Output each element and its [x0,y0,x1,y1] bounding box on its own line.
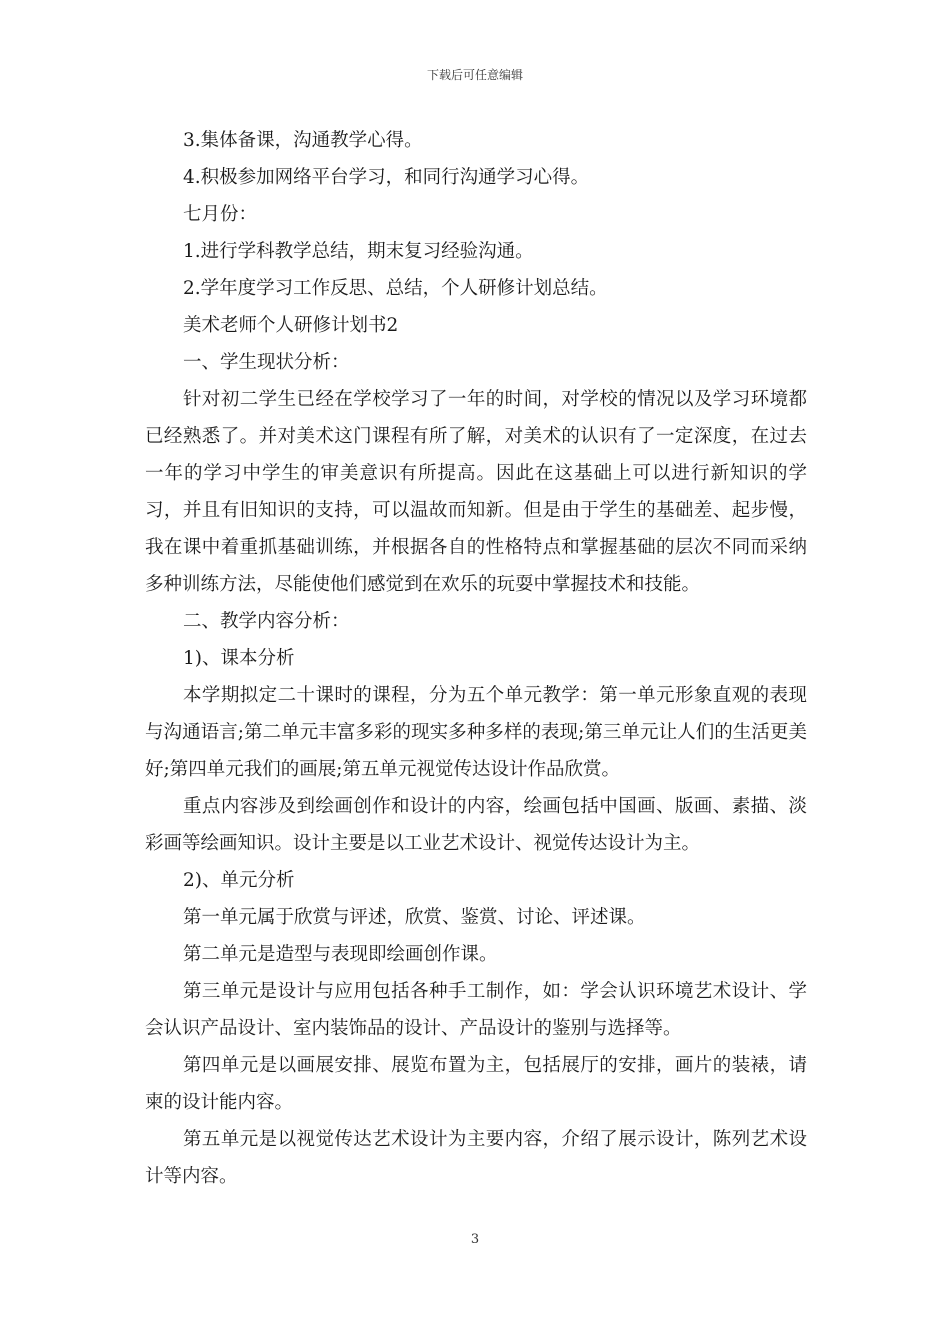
section-title: 美术老师个人研修计划书2 [183,315,399,336]
paragraph: 1.进行学科教学总结，期末复习经验沟通。 [183,241,534,262]
section-heading: 一、学生现状分析： [183,352,350,373]
document-body [145,122,807,1195]
section-heading: 二、教学内容分析： [183,611,350,632]
paragraph: 第四单元是以画展安排、展览布置为主，包括展厅的安排，画片的装裱，请柬的设计能内容。 [145,1055,807,1113]
paragraph: 第一单元属于欣赏与评述，欣赏、鉴赏、讨论、评述课。 [183,907,646,928]
paragraph: 重点内容涉及到绘画创作和设计的内容，绘画包括中国画、版画、素描、淡彩画等绘画知识。设计主要是以工业艺术设计、视觉传达设计为主。 [145,796,807,854]
paragraph: 第三单元是设计与应用包括各种手工制作，如：学会认识环境艺术设计、学会认识产品设计、室内装饰品的设计、产品设计的鉴别与选择等。 [145,981,807,1039]
paragraph: 第五单元是以视觉传达艺术设计为主要内容，介绍了展示设计，陈列艺术设计等内容。 [145,1129,807,1187]
subsection-heading: 2)、单元分析 [183,870,295,891]
paragraph: 七月份： [183,204,258,225]
paragraph: 4.积极参加网络平台学习，和同行沟通学习心得。 [183,167,590,188]
paragraph: 本学期拟定二十课时的课程，分为五个单元教学：第一单元形象直观的表现与沟通语言;第二单元丰富多彩的现实多种多样的表现;第三单元让人们的生活更美好;第四单元我们的画展;第五单元视觉传达设计作品欣赏。 [145,685,807,780]
paragraph: 针对初二学生已经在学校学习了一年的时间，对学校的情况以及学习环境都已经熟悉了。并对美术这门课程有所了解，对美术的认识有了一定深度，在过去一年的学习中学生的审美意识有所提高。因此在这基础上可以进行新知识的学习，并且有旧知识的支持，可以温故而知新。但是由于学生的基础差、起步慢，我在课中着重抓基础训练，并根据各自的性格特点和掌握基础的层次不同而采纳多种训练方法，尽能使他们感觉到在欢乐的玩耍中掌握技术和技能。 [145,389,807,595]
page-number: 3 [470,1232,480,1247]
subsection-heading: 1)、课本分析 [183,648,295,669]
paragraph: 3.集体备课，沟通教学心得。 [183,130,423,151]
paragraph: 第二单元是造型与表现即绘画创作课。 [183,944,498,965]
page-header: 下载后可任意编辑 [426,68,523,82]
paragraph: 2.学年度学习工作反思、总结，个人研修计划总结。 [183,278,608,299]
